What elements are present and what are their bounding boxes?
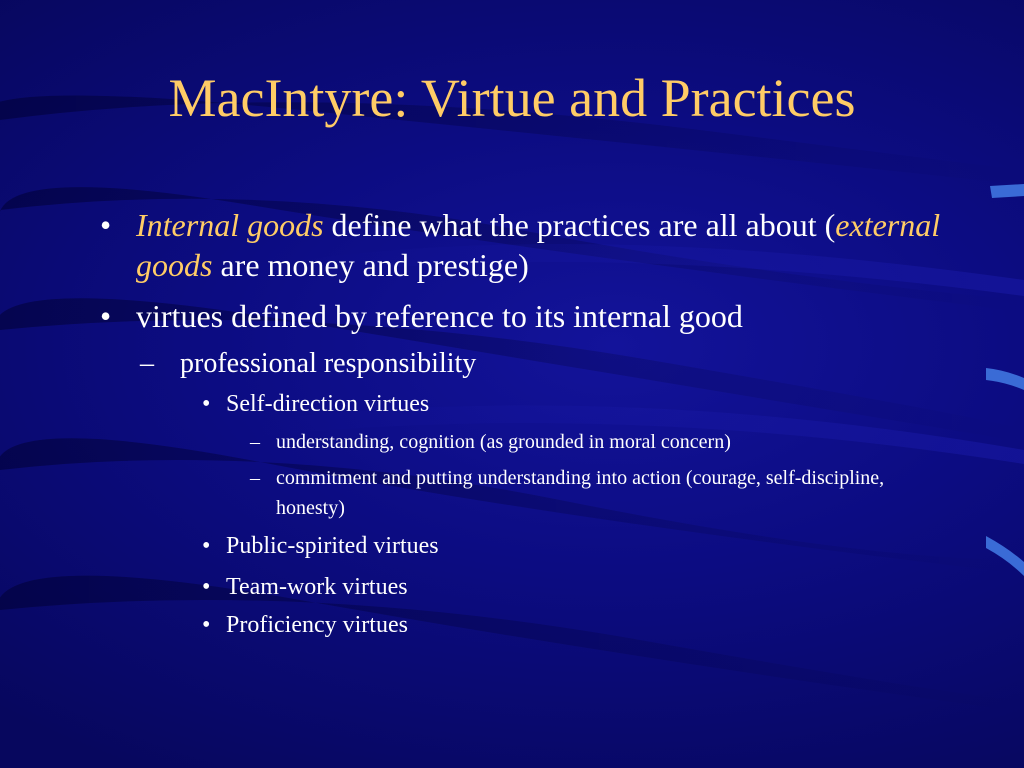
sub-bullet-team-work: [200, 572, 946, 602]
bullet-text: Proficiency virtues: [226, 612, 408, 638]
bullet-list: [96, 205, 946, 648]
bullet-virtues-defined: [96, 296, 946, 336]
dash-marker: –: [250, 431, 260, 453]
bullet-marker: •: [100, 298, 112, 334]
bullet-marker: •: [202, 612, 211, 638]
edge-accent-marks: [986, 184, 1024, 576]
bullet-marker: •: [202, 391, 211, 417]
bullet-text-part: define what the practices are all about (: [323, 207, 836, 243]
bullet-marker: •: [100, 207, 112, 243]
sub-bullet-proficiency: [200, 610, 946, 640]
bullet-marker: •: [202, 574, 211, 600]
bullet-text: [136, 205, 946, 285]
bullet-text-part: are money and prestige): [212, 247, 529, 283]
sub-bullet-professional-responsibility: [140, 347, 946, 381]
emphasis-internal-goods: Internal goods: [136, 207, 324, 243]
bullet-marker: •: [202, 533, 211, 559]
emphasis-external-goods: external goods: [136, 207, 941, 283]
dash-marker: –: [250, 467, 260, 489]
bullet-text: understanding, cognition (as grounded in moral concern): [276, 431, 731, 453]
bullet-text: virtues defined by reference to its internal good: [136, 298, 743, 334]
bullet-text: commitment and putting understanding into action (courage, self-discipline, honesty): [276, 467, 885, 519]
slide-title: MacIntyre: Virtue and Practices: [168, 68, 856, 128]
sub-bullet-public-spirited: [200, 531, 946, 561]
bullet-text: Public-spirited virtues: [226, 533, 439, 559]
dash-marker: –: [140, 348, 154, 379]
bullet-text: Self-direction virtues: [226, 391, 430, 417]
sub-bullet-understanding: [250, 427, 946, 457]
sub-bullet-commitment: [250, 463, 946, 523]
bullet-internal-goods: [96, 205, 946, 285]
bullet-text: professional responsibility: [180, 348, 477, 379]
sub-bullet-self-direction: [200, 389, 946, 419]
bullet-text: Team-work virtues: [226, 574, 408, 600]
